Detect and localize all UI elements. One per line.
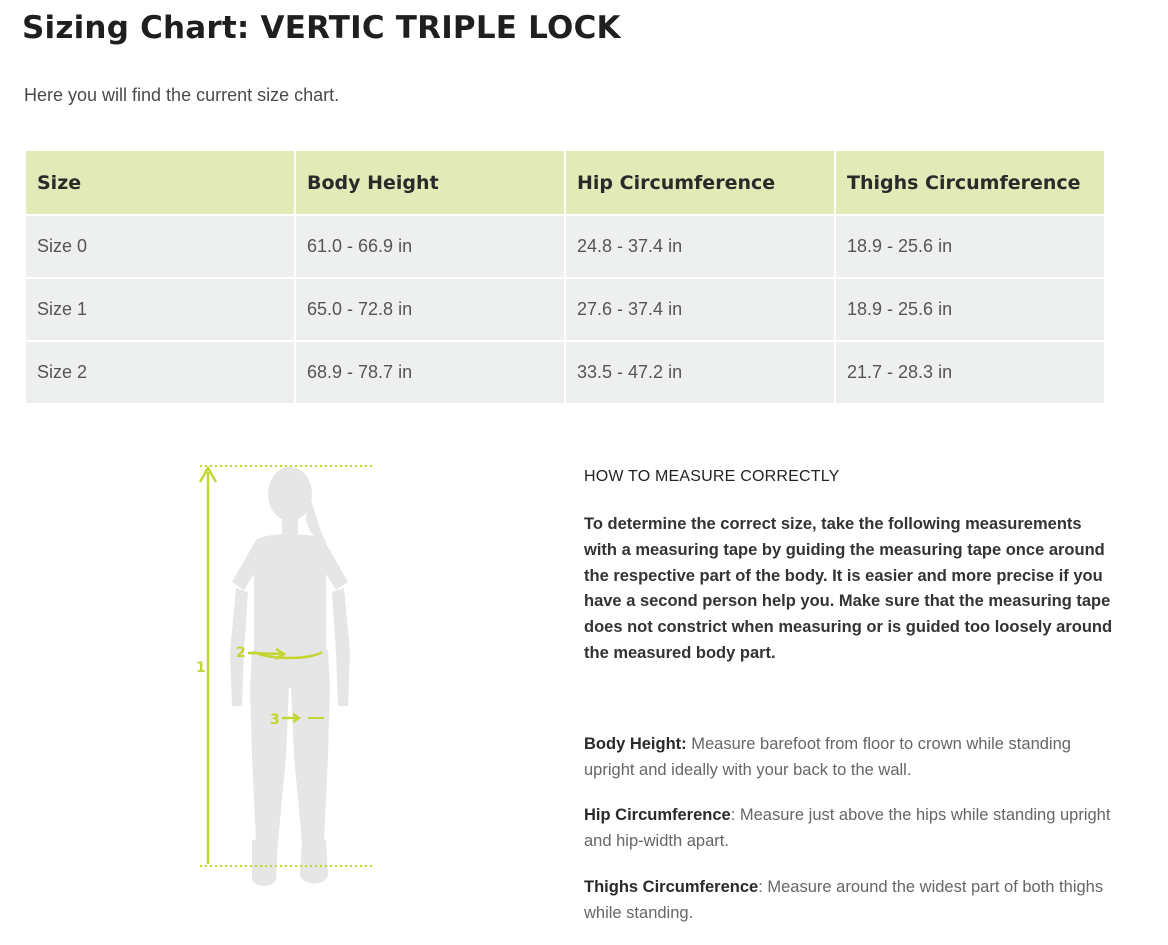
cell-size: Size 1 — [26, 279, 294, 340]
cell-thighs-circumference: 18.9 - 25.6 in — [836, 279, 1104, 340]
table-row — [26, 216, 1104, 277]
definition-text: Measure barefoot from floor to crown while standing upright and ideally with your back to the wall. — [584, 735, 1071, 779]
table-row — [26, 342, 1104, 403]
cell-size: Size 0 — [26, 216, 294, 277]
definition-term: Body Height: — [584, 735, 687, 753]
cell-size: Size 2 — [26, 342, 294, 403]
size-chart-table — [24, 149, 1106, 405]
header-hip-circumference: Hip Circumference — [566, 151, 834, 214]
table-row — [26, 279, 1104, 340]
cell-hip-circumference: 33.5 - 47.2 in — [566, 342, 834, 403]
body-silhouette — [230, 467, 350, 886]
header-size: Size — [26, 151, 294, 214]
cell-body-height: 68.9 - 78.7 in — [296, 342, 564, 403]
definition-term: Thighs Circumference — [584, 878, 759, 896]
label-thigh: 3 — [270, 712, 280, 728]
label-height: 1 — [196, 660, 206, 676]
definition-text: : Measure just above the hips while standing upright and hip-width apart. — [584, 806, 1111, 850]
cell-thighs-circumference: 21.7 - 28.3 in — [836, 342, 1104, 403]
cell-hip-circumference: 24.8 - 37.4 in — [566, 216, 834, 277]
cell-thighs-circumference: 18.9 - 25.6 in — [836, 216, 1104, 277]
table-header-row — [26, 151, 1104, 214]
header-thighs-circumference: Thighs Circumference — [836, 151, 1104, 214]
definition-text: : Measure around the widest part of both thighs while standing. — [584, 878, 1104, 922]
measurement-figure — [190, 456, 390, 896]
definition-body-height — [584, 732, 1114, 784]
cell-body-height: 61.0 - 66.9 in — [296, 216, 564, 277]
how-to-body: To determine the correct size, take the following measurements with a measuring tape by guiding the measuring tape once around the respective part of the body. It is easier and more precise if you have a second person help you. Make sure that the measuring tape does not constrict when measuring or is guided too loosely around the measured body part. — [584, 515, 1113, 662]
page-title: Sizing Chart: VERTIC TRIPLE LOCK — [22, 10, 621, 46]
definition-thighs-circumference — [584, 875, 1114, 927]
header-body-height: Body Height — [296, 151, 564, 214]
intro-text: Here you will find the current size chart. — [24, 85, 340, 105]
definition-hip-circumference — [584, 803, 1114, 855]
how-to-title: HOW TO MEASURE CORRECTLY — [584, 468, 840, 485]
cell-hip-circumference: 27.6 - 37.4 in — [566, 279, 834, 340]
definition-term: Hip Circumference — [584, 806, 731, 824]
label-hip: 2 — [236, 645, 246, 661]
cell-body-height: 65.0 - 72.8 in — [296, 279, 564, 340]
